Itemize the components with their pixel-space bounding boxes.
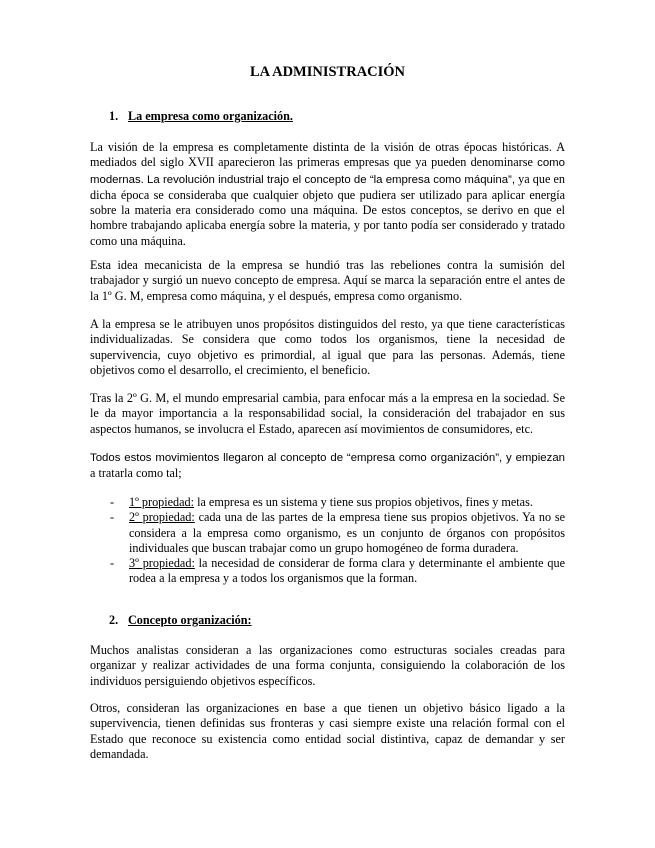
section-number: 2. [109,613,119,627]
paragraph-3: A la empresa se le atribuyen unos propósitos distinguidos del resto, ya que tiene características individualizadas. Se considera que como todos los organismos, tiene la necesidad de supervivencia, cuyo objetivo es primordial, al igual que para las personas. Además, tiene objetivos como el desarrollo, el crecimiento, el beneficio. [90,317,565,377]
property-key: 2º propiedad: [129,510,195,525]
property-key: 3º propiedad: [129,556,195,571]
paragraph-2: Esta idea mecanicista de la empresa se hundió tras las rebeliones contra la sumisión del trabajador y surgió un nuevo concepto de empresa. Aquí se marca la separación entre el antes de la 1º G. M, empresa como máquina, y el después, empresa como organismo. [90,258,565,303]
paragraph-1 [90,140,565,249]
list-bullet: - [110,556,115,571]
section-heading-1 [109,109,293,124]
list-item [110,510,565,556]
paragraph-1-part-c: ya que en dicha época se consideraba que cualquier objeto que pudiera ser utilizado para aplicar energía sobre la materia era considerado como una máquina. De estos conceptos, se derivo en que el hombre trabajando aplicaba energía sobre la materia, y por tanto podía ser considerado y tratado como una máquina. [90,171,565,248]
paragraph-7: Otros, consideran las organizaciones en base a que tienen un objetivo básico ligado a la supervivencia, tienen definidas sus fronteras y casi siempre existe una relación formal con el Estado que reconoce su existencia como entidad social distintiva, capaz de demandar y ser demandada. [90,701,565,761]
list-item [110,556,565,587]
paragraph-1-part-b: como modernas. La revolución industrial trajo el concepto de “la empresa como máquina”, [90,157,565,186]
property-key: 1º propiedad: [129,495,195,509]
property-text: cada una de las partes de la empresa tiene sus propios objetivos. Ya no se considera a la empresa como organismo, es un conjunto de órganos con propósitos individuales que buscan trabajar como un grupo homogéneo de forma duradera. [129,510,565,555]
paragraph-5-part-b: a tratarla como tal; [90,466,182,481]
list-item [110,495,565,510]
paragraph-6: Muchos analistas consideran a las organizaciones como estructuras sociales creadas para organizar y realizar actividades de una forma conjunta, consiguiendo la colaboración de los individuos persiguiendo objetivos específicos. [90,643,565,688]
paragraph-5 [90,450,565,482]
paragraph-1-part-a: La visión de la empresa es completamente distinta de la visión de otras épocas históricas. A mediados del siglo XVII aparecieron las primeras empresas que ya pueden denominarse [90,140,565,170]
property-text: la empresa es un sistema y tiene sus propios objetivos, fines y metas. [194,495,533,509]
property-text: la necesidad de considerar de forma clara y determinante el ambiente que rodea a la empresa y a todos los organismos que la forman. [129,556,565,586]
properties-list [110,495,565,587]
section-title: Concepto organización: [128,613,252,627]
page-title: LA ADMINISTRACIÓN [249,64,406,80]
section-title: La empresa como organización. [128,109,293,123]
list-bullet: - [110,495,115,509]
list-bullet: - [110,510,115,525]
section-heading-2 [109,613,252,628]
paragraph-4: Tras la 2º G. M, el mundo empresarial cambia, para enfocar más a la empresa en la sociedad. Se le da mayor importancia a la responsabilidad social, la consideración del trabajador en sus aspectos humanos, se involucra el Estado, aparecen así movimientos de consumidores, etc. [90,391,565,436]
section-number: 1. [109,109,119,123]
paragraph-5-part-a: Todos estos movimientos llegaron al concepto de “empresa como organización”, y empiezan [90,452,565,464]
